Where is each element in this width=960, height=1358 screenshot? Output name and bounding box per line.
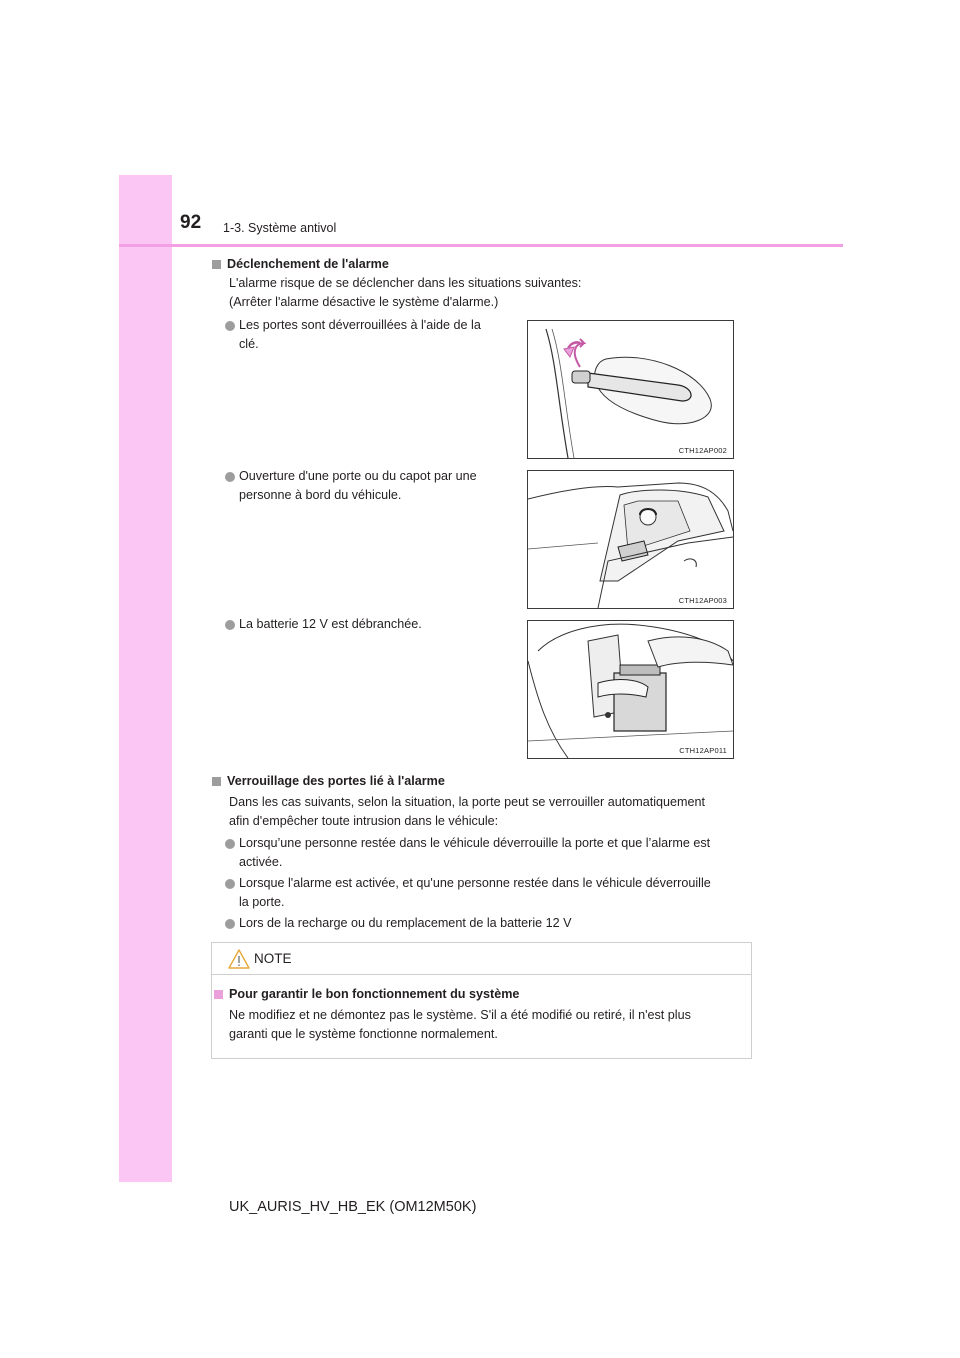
bullet-dot-icon [225, 472, 235, 482]
note-header [212, 943, 751, 975]
lock-item-2-line-2: la porte. [239, 895, 285, 909]
page-number: 92 [180, 212, 202, 233]
lock-intro-line-2: afin d'empêcher toute intrusion dans le véhicule: [229, 814, 499, 828]
bullet-dot-icon [225, 839, 235, 849]
note-heading: Pour garantir le bon fonctionnement du système [229, 987, 520, 1001]
alarm-item-2-line-1: Ouverture d'une porte ou du capot par une [239, 469, 477, 483]
figure-battery-disconnect [527, 620, 734, 759]
bullet-dot-icon [225, 321, 235, 331]
alarm-item-3: La batterie 12 V est débranchée. [239, 617, 422, 631]
alarm-item-1-line-2: clé. [239, 337, 259, 351]
bullet-dot-icon [225, 919, 235, 929]
alarm-item-1-line-1: Les portes sont déverrouillées à l'aide de la [239, 318, 481, 332]
footer-manual-code: UK_AURIS_HV_HB_EK (OM12M50K) [229, 1199, 477, 1215]
figure-code: CTH12AP011 [679, 746, 727, 755]
alarm-item-2-line-2: personne à bord du véhicule. [239, 488, 402, 502]
lock-item-3: Lors de la recharge ou du remplacement de la batterie 12 V [239, 916, 572, 930]
side-tab-band [119, 175, 172, 1182]
lock-item-2-line-1: Lorsque l'alarme est activée, et qu'une personne restée dans le véhicule déverrouille [239, 876, 711, 890]
figure-code: CTH12AP003 [678, 596, 727, 605]
warning-triangle-icon [228, 949, 250, 969]
note-square-icon [214, 990, 223, 999]
heading-square-icon [212, 260, 221, 269]
car-occupant-illustration [528, 471, 733, 608]
figure-person-in-car [527, 470, 734, 609]
note-box [211, 942, 752, 1059]
note-body-line-2: garanti que le système fonctionne normalement. [229, 1027, 498, 1041]
battery-illustration [528, 621, 733, 758]
lock-heading: Verrouillage des portes lié à l'alarme [227, 774, 445, 788]
alarm-intro-line-1: L'alarme risque de se déclencher dans les situations suivantes: [229, 276, 582, 290]
alarm-heading: Déclenchement de l'alarme [227, 257, 389, 271]
bullet-dot-icon [225, 620, 235, 630]
lock-item-1-line-2: activée. [239, 855, 283, 869]
figure-door-key-unlock [527, 320, 734, 459]
figure-code: CTH12AP002 [678, 446, 727, 455]
lock-intro-line-1: Dans les cas suivants, selon la situation, la porte peut se verrouiller automatiquement [229, 795, 706, 809]
heading-square-icon [212, 777, 221, 786]
bullet-dot-icon [225, 879, 235, 889]
door-handle-illustration [528, 321, 733, 458]
section-title: 1-3. Système antivol [223, 221, 337, 235]
alarm-intro-line-2: (Arrêter l'alarme désactive le système d'alarme.) [229, 295, 499, 309]
header-rule [119, 244, 843, 247]
lock-item-1-line-1: Lorsqu’une personne restée dans le véhicule déverrouille la porte et que l’alarme est [239, 836, 711, 850]
note-label: NOTE [254, 951, 292, 966]
note-body-line-1: Ne modifiez et ne démontez pas le système. S'il a été modifié ou retiré, il n'est plus [229, 1008, 691, 1022]
